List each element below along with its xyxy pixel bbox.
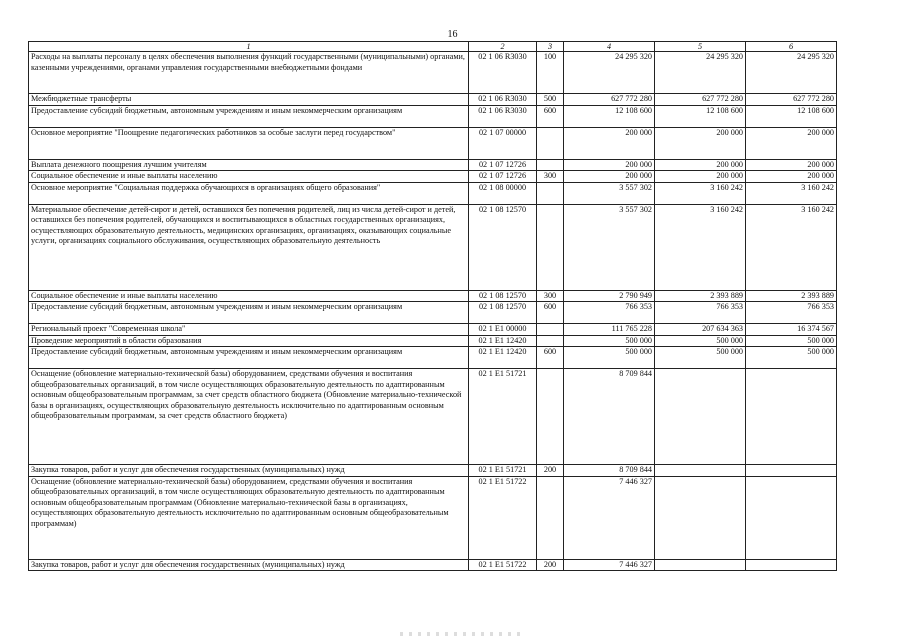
amount-col-4: 3 557 302 [564, 204, 655, 290]
amount-col-6 [746, 559, 837, 571]
table-row [29, 335, 837, 347]
amount-col-4: 12 108 600 [564, 105, 655, 127]
amount-col-4: 500 000 [564, 335, 655, 347]
column-header-1: 1 [29, 42, 469, 52]
expense-type-code [537, 369, 564, 465]
amount-col-6: 12 108 600 [746, 105, 837, 127]
amount-col-6: 200 000 [746, 159, 837, 171]
amount-col-6: 627 772 280 [746, 94, 837, 106]
item-name: Закупка товаров, работ и услуг для обеспечения государственных (муниципальных) нужд [29, 465, 469, 477]
amount-col-6: 500 000 [746, 347, 837, 369]
table-row [29, 52, 837, 94]
amount-col-4: 7 446 327 [564, 476, 655, 559]
amount-col-6 [746, 369, 837, 465]
amount-col-5: 2 393 889 [655, 290, 746, 302]
expense-type-code: 500 [537, 94, 564, 106]
table-row [29, 324, 837, 336]
item-name: Оснащение (обновление материально-технической базы) оборудованием, средствами обучения и воспитания общеобразовательных организаций, в том числе осуществляющих образовательную деятельность по адаптированным основным общеобразовательным программам (Обновление материально-технической базы в организациях, осуществляющих образовательную деятельность исключительно по адаптированным основным общеобразовательным программам) [29, 476, 469, 559]
expense-type-code: 300 [537, 171, 564, 183]
amount-col-5: 500 000 [655, 335, 746, 347]
expense-type-code [537, 159, 564, 171]
column-header-4: 4 [564, 42, 655, 52]
item-name: Межбюджетные трансферты [29, 94, 469, 106]
target-article-code: 02 1 E1 00000 [469, 324, 537, 336]
expense-type-code [537, 127, 564, 159]
amount-col-4: 627 772 280 [564, 94, 655, 106]
amount-col-4: 3 557 302 [564, 182, 655, 204]
expense-type-code [537, 476, 564, 559]
table-row [29, 171, 837, 183]
amount-col-6: 200 000 [746, 127, 837, 159]
item-name: Оснащение (обновление материально-технической базы) оборудованием, средствами обучения и воспитания общеобразовательных организаций, в том числе осуществляющих образовательную деятельность по адаптированным основным общеобразовательным программам, за счет средств областного бюджета (Обновление материально-технической базы в организациях, осуществляющих образовательную деятельность исключительно по адаптированным основным общеобразовательным программам, за счет средств областного бюджета) [29, 369, 469, 465]
target-article-code: 02 1 07 12726 [469, 171, 537, 183]
table-row [29, 476, 837, 559]
expense-type-code [537, 324, 564, 336]
target-article-code: 02 1 08 12570 [469, 290, 537, 302]
amount-col-5 [655, 369, 746, 465]
target-article-code: 02 1 06 R3030 [469, 105, 537, 127]
amount-col-5: 627 772 280 [655, 94, 746, 106]
table-row [29, 105, 837, 127]
target-article-code: 02 1 E1 51721 [469, 369, 537, 465]
table-row [29, 465, 837, 477]
amount-col-6: 16 374 567 [746, 324, 837, 336]
expense-type-code [537, 182, 564, 204]
expense-type-code: 600 [537, 302, 564, 324]
amount-col-4: 7 446 327 [564, 559, 655, 571]
scan-artifact [400, 632, 520, 636]
amount-col-4: 2 790 949 [564, 290, 655, 302]
table-row [29, 204, 837, 290]
target-article-code: 02 1 E1 12420 [469, 335, 537, 347]
amount-col-5: 500 000 [655, 347, 746, 369]
item-name: Расходы на выплаты персоналу в целях обеспечения выполнения функций государственными (муниципальными) органами, казенными учреждениями, органами управления государственными внебюджетными фондами [29, 52, 469, 94]
target-article-code: 02 1 E1 51721 [469, 465, 537, 477]
amount-col-5: 766 353 [655, 302, 746, 324]
item-name: Основное мероприятие "Поощрение педагогических работников за особые заслуги перед государством" [29, 127, 469, 159]
amount-col-4: 24 295 320 [564, 52, 655, 94]
item-name: Региональный проект "Современная школа" [29, 324, 469, 336]
table-row [29, 182, 837, 204]
amount-col-5: 12 108 600 [655, 105, 746, 127]
target-article-code: 02 1 06 R3030 [469, 52, 537, 94]
column-header-2: 2 [469, 42, 537, 52]
amount-col-6: 200 000 [746, 171, 837, 183]
table-row [29, 127, 837, 159]
expense-type-code: 200 [537, 559, 564, 571]
target-article-code: 02 1 07 00000 [469, 127, 537, 159]
table-row [29, 369, 837, 465]
amount-col-5: 200 000 [655, 159, 746, 171]
amount-col-6 [746, 465, 837, 477]
amount-col-5: 24 295 320 [655, 52, 746, 94]
item-name: Предоставление субсидий бюджетным, автономным учреждениям и иным некоммерческим организациям [29, 302, 469, 324]
expense-type-code: 300 [537, 290, 564, 302]
expense-type-code: 600 [537, 347, 564, 369]
target-article-code: 02 1 07 12726 [469, 159, 537, 171]
target-article-code: 02 1 E1 12420 [469, 347, 537, 369]
amount-col-4: 8 709 844 [564, 369, 655, 465]
amount-col-5 [655, 559, 746, 571]
amount-col-6: 2 393 889 [746, 290, 837, 302]
target-article-code: 02 1 08 12570 [469, 302, 537, 324]
amount-col-5: 200 000 [655, 171, 746, 183]
table-row [29, 94, 837, 106]
amount-col-6: 24 295 320 [746, 52, 837, 94]
target-article-code: 02 1 E1 51722 [469, 559, 537, 571]
item-name: Предоставление субсидий бюджетным, автономным учреждениям и иным некоммерческим организациям [29, 347, 469, 369]
budget-table [28, 41, 837, 571]
page-number: 16 [447, 29, 458, 40]
item-name: Социальное обеспечение и иные выплаты населению [29, 290, 469, 302]
table-row [29, 159, 837, 171]
column-header-3: 3 [537, 42, 564, 52]
item-name: Социальное обеспечение и иные выплаты населению [29, 171, 469, 183]
amount-col-4: 111 765 228 [564, 324, 655, 336]
target-article-code: 02 1 E1 51722 [469, 476, 537, 559]
expense-type-code [537, 335, 564, 347]
amount-col-5 [655, 476, 746, 559]
amount-col-5: 3 160 242 [655, 204, 746, 290]
amount-col-4: 200 000 [564, 159, 655, 171]
target-article-code: 02 1 08 00000 [469, 182, 537, 204]
amount-col-4: 766 353 [564, 302, 655, 324]
amount-col-5 [655, 465, 746, 477]
column-number-row [29, 42, 837, 52]
amount-col-5: 207 634 363 [655, 324, 746, 336]
amount-col-4: 8 709 844 [564, 465, 655, 477]
amount-col-6 [746, 476, 837, 559]
amount-col-5: 200 000 [655, 127, 746, 159]
column-header-5: 5 [655, 42, 746, 52]
amount-col-6: 3 160 242 [746, 204, 837, 290]
table-row [29, 302, 837, 324]
item-name: Предоставление субсидий бюджетным, автономным учреждениям и иным некоммерческим организациям [29, 105, 469, 127]
table-row [29, 559, 837, 571]
amount-col-4: 200 000 [564, 171, 655, 183]
item-name: Закупка товаров, работ и услуг для обеспечения государственных (муниципальных) нужд [29, 559, 469, 571]
expense-type-code [537, 204, 564, 290]
item-name: Выплата денежного поощрения лучшим учителям [29, 159, 469, 171]
table-row [29, 290, 837, 302]
expense-type-code: 200 [537, 465, 564, 477]
item-name: Проведение мероприятий в области образования [29, 335, 469, 347]
target-article-code: 02 1 06 R3030 [469, 94, 537, 106]
amount-col-6: 3 160 242 [746, 182, 837, 204]
target-article-code: 02 1 08 12570 [469, 204, 537, 290]
column-header-6: 6 [746, 42, 837, 52]
amount-col-6: 500 000 [746, 335, 837, 347]
expense-type-code: 600 [537, 105, 564, 127]
amount-col-4: 500 000 [564, 347, 655, 369]
item-name: Основное мероприятие "Социальная поддержка обучающихся в организациях общего образования" [29, 182, 469, 204]
expense-type-code: 100 [537, 52, 564, 94]
item-name: Материальное обеспечение детей-сирот и детей, оставшихся без попечения родителей, лиц из числа детей-сирот и детей, оставшихся без попечения родителей, обучающихся и воспитывающихся в областных государственных организациях, осуществляющих образовательную деятельность, медицинских организациях, организациях, оказывающих социальные услуги, организациях социального обслуживания, осуществляющих образовательную деятельность [29, 204, 469, 290]
amount-col-6: 766 353 [746, 302, 837, 324]
amount-col-5: 3 160 242 [655, 182, 746, 204]
table-row [29, 347, 837, 369]
amount-col-4: 200 000 [564, 127, 655, 159]
